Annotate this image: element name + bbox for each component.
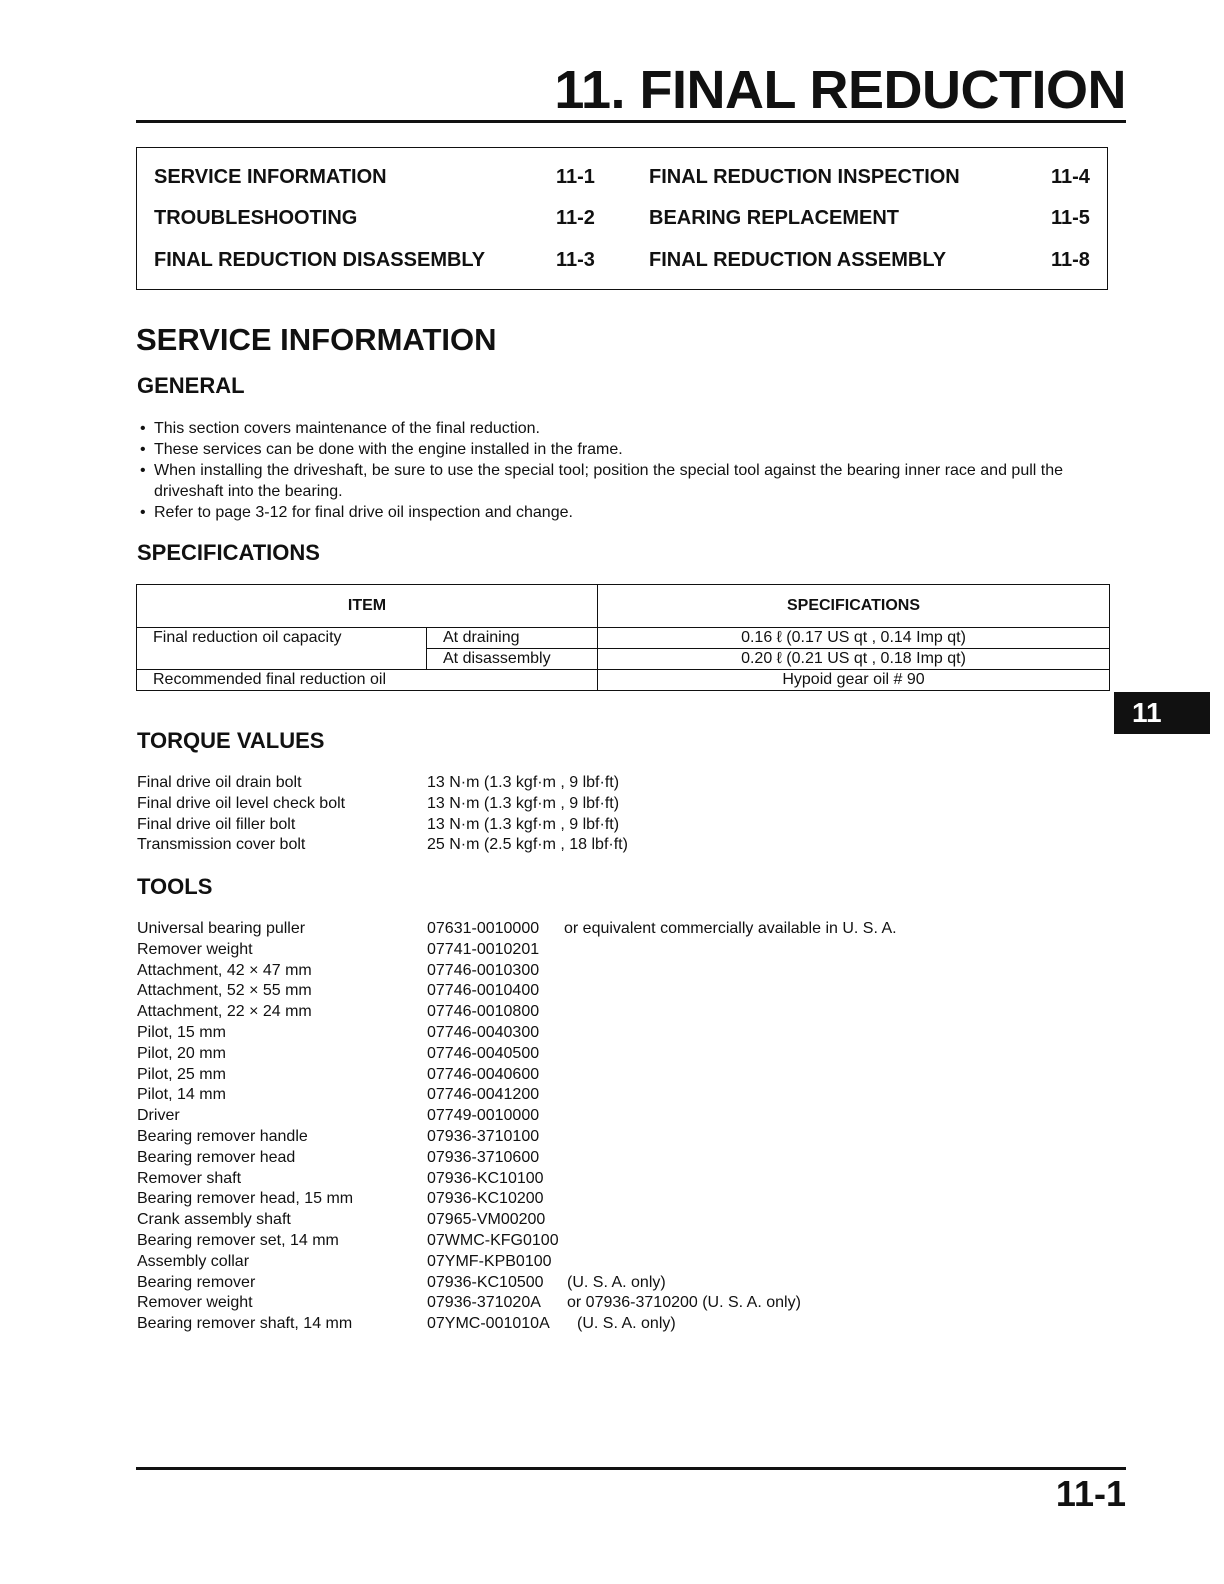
list-item — [137, 1044, 1037, 1065]
list-item — [137, 1273, 1037, 1294]
bullet-item: • These services can be done with the engine installed in the frame. — [140, 439, 1120, 460]
toc-entry-service-information[interactable]: SERVICE INFORMATION — [154, 166, 387, 188]
bullet-item: • This section covers maintenance of the final reduction. — [140, 418, 1120, 439]
list-item — [137, 1065, 1037, 1086]
table-row — [137, 628, 1110, 649]
tool-note: or 07936-3710200 (U. S. A. only) — [567, 1294, 801, 1312]
tool-name: Bearing remover head — [137, 1148, 296, 1166]
bullet-item: • Refer to page 3-12 for final drive oil inspection and change. — [140, 502, 1120, 523]
tool-part-number: 07746-0041200 — [427, 1086, 540, 1104]
table-header-row — [137, 585, 1110, 628]
tool-part-number: 07746-0010800 — [427, 1003, 540, 1021]
torque-list — [137, 773, 1037, 856]
toc-page: 11-8 — [1051, 249, 1090, 271]
list-item — [137, 773, 1037, 794]
tool-part-number: 07936-KC10500 — [427, 1273, 544, 1291]
torque-value: 13 N·m (1.3 kgf·m , 9 lbf·ft) — [427, 774, 620, 791]
tool-part-number: 07936-3710100 — [427, 1127, 540, 1145]
list-item — [137, 919, 1037, 940]
heading-specifications: SPECIFICATIONS — [137, 540, 320, 565]
tool-name: Bearing remover shaft, 14 mm — [137, 1315, 353, 1333]
tool-name: Assembly collar — [137, 1252, 250, 1270]
tool-note: or equivalent commercially available in U. S. A. — [564, 920, 897, 937]
tool-part-number: 07631-0010000 — [427, 920, 540, 937]
tool-part-number: 07936-371020A — [427, 1294, 541, 1312]
tool-name: Attachment, 22 × 24 mm — [137, 1003, 312, 1021]
heading-torque-values: TORQUE VALUES — [137, 728, 325, 753]
tool-part-number: 07965-VM00200 — [427, 1211, 546, 1229]
section-title-service-information: SERVICE INFORMATION — [136, 322, 497, 357]
list-item — [137, 940, 1037, 961]
specifications-table — [136, 584, 1110, 691]
page-number: 11-1 — [1055, 1473, 1126, 1514]
list-item — [137, 1231, 1037, 1252]
torque-value: 13 N·m (1.3 kgf·m , 9 lbf·ft) — [427, 794, 620, 812]
tool-part-number: 07746-0010400 — [427, 982, 540, 1000]
list-item — [137, 961, 1037, 982]
general-bullet-list — [140, 418, 1120, 523]
table-cell-subitem: At disassembly — [427, 649, 598, 670]
tool-name: Pilot, 15 mm — [137, 1023, 226, 1041]
chapter-side-tab: 11 — [1114, 692, 1210, 734]
torque-name: Final drive oil drain bolt — [137, 774, 302, 791]
list-item — [137, 1148, 1037, 1169]
list-item — [137, 1189, 1037, 1210]
tool-name: Crank assembly shaft — [137, 1211, 291, 1229]
list-item — [137, 1210, 1037, 1231]
column-header-specifications: SPECIFICATIONS — [598, 585, 1110, 628]
tool-name: Remover weight — [137, 1294, 253, 1312]
torque-value: 13 N·m (1.3 kgf·m , 9 lbf·ft) — [427, 815, 620, 833]
table-cell-value: 0.20 ℓ (0.21 US qt , 0.18 Imp qt) — [598, 649, 1110, 670]
torque-value: 25 N·m (2.5 kgf·m , 18 lbf·ft) — [427, 836, 628, 854]
tool-name: Pilot, 14 mm — [137, 1086, 226, 1104]
tool-name: Attachment, 42 × 47 mm — [137, 961, 312, 979]
toc-page: 11-2 — [556, 207, 595, 229]
tool-name: Pilot, 25 mm — [137, 1065, 226, 1083]
list-item — [137, 835, 1037, 856]
list-item — [137, 794, 1037, 815]
list-item — [137, 1169, 1037, 1190]
tool-name: Bearing remover set, 14 mm — [137, 1231, 339, 1249]
tool-name: Bearing remover head, 15 mm — [137, 1190, 354, 1208]
tool-name: Pilot, 20 mm — [137, 1044, 226, 1062]
table-row — [137, 670, 1110, 691]
tool-name: Driver — [137, 1107, 180, 1125]
table-cell-value: 0.16 ℓ (0.17 US qt , 0.14 Imp qt) — [598, 628, 1110, 649]
list-item — [137, 1106, 1037, 1127]
column-header-item: ITEM — [137, 585, 598, 628]
tool-name: Bearing remover handle — [137, 1127, 308, 1145]
list-item — [137, 1293, 1037, 1314]
list-item — [137, 1002, 1037, 1023]
toc-page: 11-5 — [1051, 207, 1090, 229]
torque-name: Final drive oil level check bolt — [137, 794, 346, 812]
tool-note: (U. S. A. only) — [567, 1273, 666, 1291]
tool-part-number: 07749-0010000 — [427, 1107, 540, 1125]
list-item — [137, 815, 1037, 836]
tool-part-number: 07746-0040500 — [427, 1044, 540, 1062]
tool-part-number: 07936-KC10100 — [427, 1169, 544, 1187]
toc-entry-final-reduction-inspection[interactable]: FINAL REDUCTION INSPECTION — [649, 166, 960, 188]
tool-name: Universal bearing puller — [137, 920, 306, 937]
table-cell-item: Recommended final reduction oil — [137, 670, 598, 691]
table-cell-item: Final reduction oil capacity — [137, 628, 427, 670]
tool-name: Bearing remover — [137, 1273, 256, 1291]
list-item — [137, 981, 1037, 1002]
contents-box — [136, 147, 1108, 290]
table-cell-value: Hypoid gear oil # 90 — [598, 670, 1110, 691]
tool-part-number: 07746-0040300 — [427, 1023, 540, 1041]
tool-part-number: 07746-0040600 — [427, 1065, 540, 1083]
list-item — [137, 1314, 1037, 1335]
heading-general: GENERAL — [137, 373, 245, 398]
list-item — [137, 1127, 1037, 1148]
toc-page: 11-3 — [556, 249, 595, 271]
tool-part-number: 07746-0010300 — [427, 961, 540, 979]
tool-note: (U. S. A. only) — [577, 1315, 676, 1333]
toc-entry-bearing-replacement[interactable]: BEARING REPLACEMENT — [649, 207, 900, 229]
tool-name: Remover shaft — [137, 1169, 242, 1187]
tool-part-number: 07YMC-001010A — [427, 1315, 550, 1333]
chapter-title: 11. FINAL REDUCTION — [554, 60, 1126, 120]
list-item — [137, 1085, 1037, 1106]
list-item — [137, 1023, 1037, 1044]
bullet-item: • When installing the driveshaft, be sure to use the special tool; position the special tool against the bearing inner race and pull the driveshaft into the bearing. — [140, 460, 1120, 502]
toc-page: 11-4 — [1051, 166, 1090, 188]
tool-part-number: 07YMF-KPB0100 — [427, 1252, 552, 1270]
toc-page: 11-1 — [556, 166, 595, 188]
tool-part-number: 07936-KC10200 — [427, 1190, 544, 1208]
tool-part-number: 07936-3710600 — [427, 1148, 540, 1166]
toc-entry-final-reduction-assembly[interactable]: FINAL REDUCTION ASSEMBLY — [649, 249, 947, 271]
tools-list — [137, 919, 1037, 1335]
toc-entry-troubleshooting[interactable]: TROUBLESHOOTING — [154, 207, 358, 229]
tool-part-number: 07741-0010201 — [427, 940, 540, 958]
toc-entry-final-reduction-disassembly[interactable]: FINAL REDUCTION DISASSEMBLY — [154, 249, 486, 271]
torque-name: Final drive oil filler bolt — [137, 815, 296, 833]
torque-name: Transmission cover bolt — [137, 836, 306, 854]
title-rule — [136, 120, 1126, 123]
table-cell-subitem: At draining — [427, 628, 598, 649]
heading-tools: TOOLS — [137, 874, 213, 899]
tool-name: Attachment, 52 × 55 mm — [137, 982, 312, 1000]
tool-name: Remover weight — [137, 940, 253, 958]
bottom-rule — [136, 1467, 1126, 1470]
list-item — [137, 1252, 1037, 1273]
tool-part-number: 07WMC-KFG0100 — [427, 1231, 559, 1249]
